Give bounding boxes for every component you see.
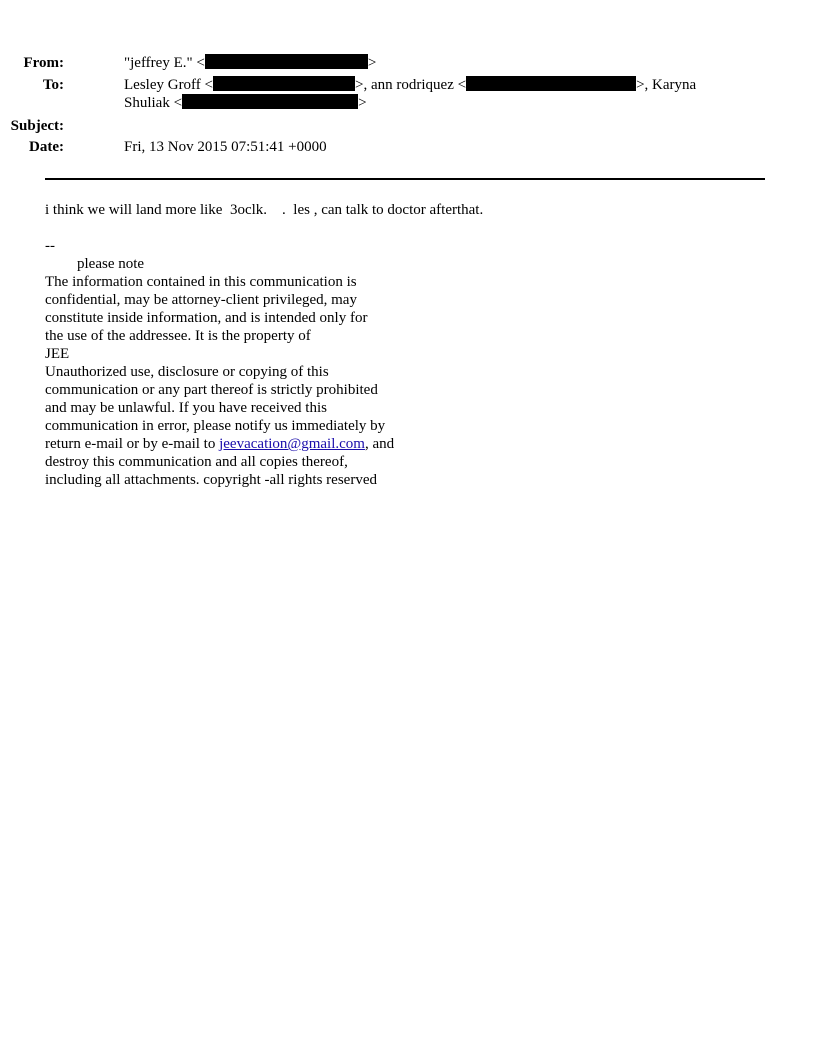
- disclaimer-line: destroy this communication and all copies thereof,: [45, 454, 348, 470]
- disclaimer-line: The information contained in this communication is: [45, 274, 357, 290]
- message-body: [45, 201, 765, 489]
- message-text: i think we will land more like 3oclk. . les , can talk to doctor afterthat.: [45, 202, 484, 218]
- disclaimer-line: including all attachments. copyright -all rights reserved: [45, 472, 377, 488]
- disclaimer-line: the use of the addressee. It is the property of: [45, 328, 311, 344]
- header-divider: [45, 178, 765, 180]
- to-value: Lesley Groff < >, ann rodriquez < >, Karyna Shuliak < >: [124, 77, 697, 111]
- redacted-email: [466, 76, 636, 91]
- to-recipient-1: Lesley Groff: [124, 77, 201, 93]
- disclaimer-line: communication or any part thereof is strictly prohibited: [45, 382, 378, 398]
- to-label: To:: [42, 77, 64, 93]
- redacted-email: [213, 76, 355, 91]
- from-value: "jeffrey E." < >: [124, 55, 377, 71]
- to-recipient-3-last: Shuliak: [124, 95, 170, 111]
- disclaimer-line: and may be unlawful. If you have received this: [45, 400, 327, 416]
- disclaimer-line: JEE: [45, 346, 70, 362]
- signature-note: please note: [77, 256, 145, 272]
- from-label: From:: [23, 55, 64, 71]
- disclaimer-email-suffix: , and: [364, 436, 395, 452]
- signature-separator: --: [45, 238, 55, 254]
- disclaimer-line: communication in error, please notify us immediately by: [45, 418, 386, 434]
- date-label: Date:: [29, 139, 64, 155]
- blank-line: [45, 219, 765, 237]
- disclaimer-line: constitute inside information, and is intended only for: [45, 310, 368, 326]
- disclaimer-line: Unauthorized use, disclosure or copying of this: [45, 364, 329, 380]
- subject-label: Subject:: [10, 118, 64, 134]
- redacted-email: [182, 94, 358, 109]
- redacted-email: [205, 54, 368, 69]
- disclaimer-email-line: [45, 435, 765, 453]
- signature-disclaimer: [45, 273, 765, 489]
- disclaimer-line: confidential, may be attorney-client privileged, may: [45, 292, 357, 308]
- to-recipient-3-first: Karyna: [652, 77, 697, 93]
- email-link[interactable]: jeevacation@gmail.com: [219, 436, 365, 452]
- disclaimer-email-prefix: return e-mail or by e-mail to: [45, 436, 220, 452]
- from-name: "jeffrey E.": [124, 55, 193, 71]
- date-value: Fri, 13 Nov 2015 07:51:41 +0000: [124, 139, 327, 155]
- to-recipient-2: ann rodriquez: [370, 77, 454, 93]
